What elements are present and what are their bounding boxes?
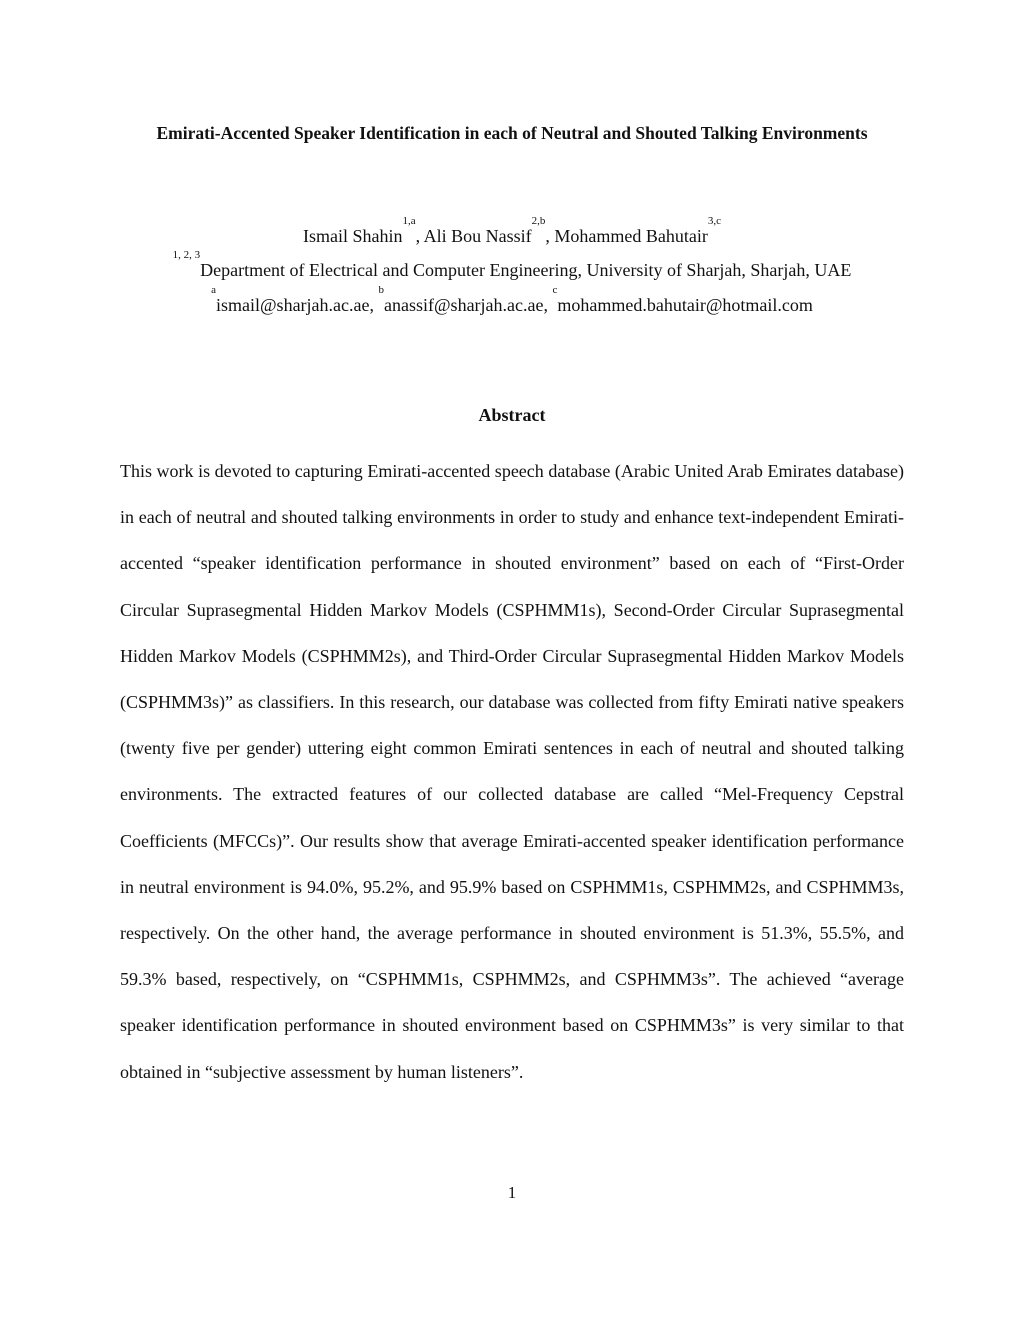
email-separator: , bbox=[369, 295, 379, 315]
page-number: 1 bbox=[507, 1183, 517, 1202]
author-name: Mohammed Bahutair bbox=[554, 226, 708, 246]
author-separator: , bbox=[415, 226, 424, 246]
email-mark: c bbox=[552, 284, 558, 296]
email-mark: b bbox=[378, 284, 384, 296]
author-name: Ismail Shahin bbox=[302, 226, 403, 246]
author-list bbox=[0, 215, 1024, 248]
abstract-heading: Abstract bbox=[478, 405, 546, 425]
author-affiliation-mark: 3,c bbox=[707, 215, 721, 227]
email-address: ismail@sharjah.ac.ae bbox=[215, 295, 370, 315]
author-separator: , bbox=[545, 226, 555, 246]
affiliation-mark: 1, 2, 3 bbox=[172, 249, 201, 261]
email-address: anassif@sharjah.ac.ae bbox=[384, 295, 544, 315]
affiliation bbox=[0, 249, 1024, 282]
author-affiliation-mark: 1,a bbox=[402, 215, 416, 227]
author-name: Ali Bou Nassif bbox=[423, 226, 532, 246]
email-address: mohammed.bahutair@hotmail.com bbox=[557, 295, 813, 315]
email-list bbox=[0, 284, 1024, 317]
email-mark: a bbox=[211, 284, 216, 296]
email-separator: , bbox=[543, 295, 553, 315]
author-affiliation-mark: 2,b bbox=[531, 215, 546, 227]
affiliation-text: Department of Electrical and Computer Engineering, University of Sharjah, Sharjah, UAE bbox=[200, 260, 852, 280]
paper-title: Emirati-Accented Speaker Identification in each of Neutral and Shouted Talking Environments bbox=[156, 123, 868, 143]
abstract-text: This work is devoted to capturing Emirati-accented speech database (Arabic United Arab Emirates database) in each of neutral and shouted talking environments in order to study and enhance text-independent Emirati-accented “speaker identification performance in shouted environment” based on each of “First-Order Circular Suprasegmental Hidden Markov Models (CSPHMM1s), Second-Order Circular Suprasegmental Hidden Markov Models (CSPHMM2s), and Third-Order Circular Suprasegmental Hidden Markov Models (CSPHMM3s)” as classifiers. In this research, our database was collected from fifty Emirati native speakers (twenty five per gender) uttering eight common Emirati sentences in each of neutral and shouted talking environments. The extracted features of our collected database are called “Mel-Frequency Cepstral Coefficients (MFCCs)”. Our results show that average Emirati-accented speaker identification performance in neutral environment is 94.0%, 95.2%, and 95.9% based on CSPHMM1s, CSPHMM2s, and CSPHMM3s, respectively. On the other hand, the average performance in shouted environment is 51.3%, 55.5%, and 59.3% based, respectively, on “CSPHMM1s, CSPHMM2s, and CSPHMM3s”. The achieved “average speaker identification performance in shouted environment based on CSPHMM3s” is very similar to that obtained in “subjective assessment by human listeners”. bbox=[120, 461, 904, 1082]
